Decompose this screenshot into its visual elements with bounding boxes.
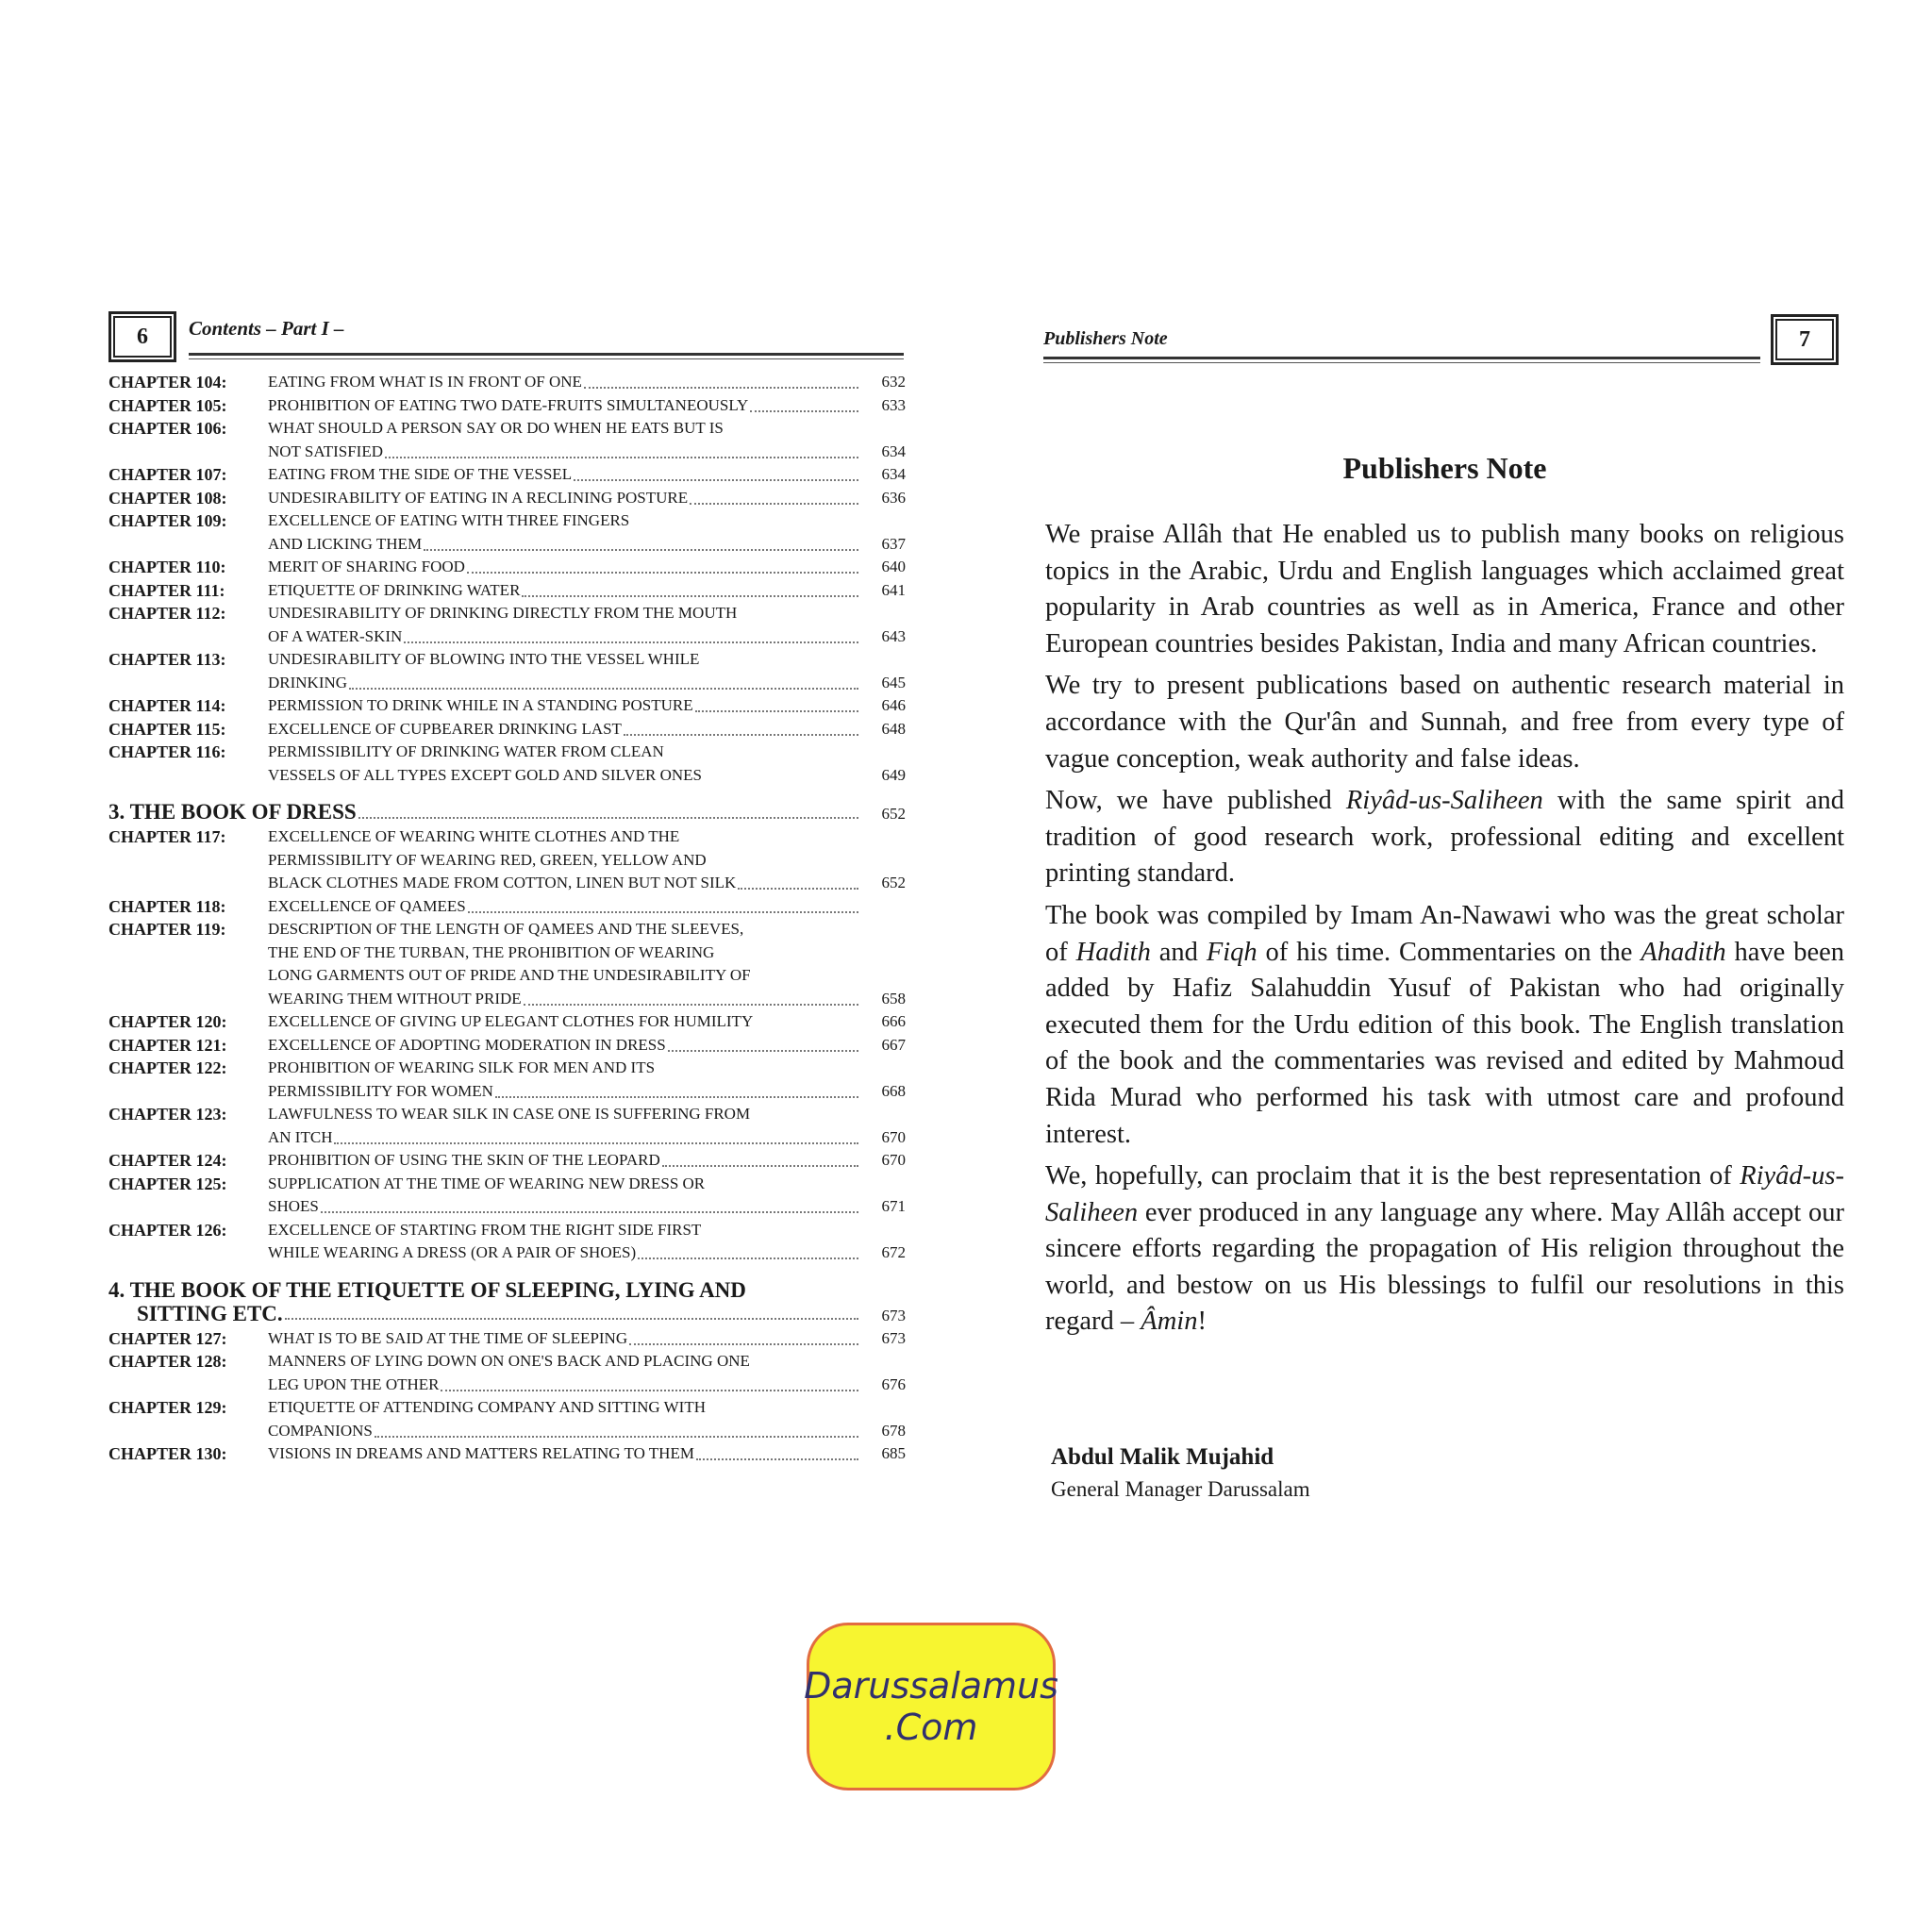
toc-entry [108, 487, 906, 510]
chapter-title-text: UNDESIRABILITY OF DRINKING DIRECTLY FROM THE MOUTH [268, 604, 738, 622]
dot-leader [334, 1142, 858, 1144]
toc-entry [108, 1350, 906, 1396]
dot-leader [404, 641, 858, 643]
book-heading-text: 3. THE BOOK OF DRESS [108, 800, 357, 824]
chapter-label: CHAPTER 128: [108, 1352, 227, 1371]
paragraph [1045, 783, 1844, 892]
chapter-title-line [268, 1219, 906, 1242]
page-ref: 667 [881, 1035, 906, 1054]
chapter-title-line [268, 825, 906, 849]
text-run: The book was compiled by Imam An-Nawawi who was the great scholar of [1045, 900, 1844, 967]
chapter-title-text: SHOES [268, 1197, 319, 1215]
italic-term: Âmin [1141, 1307, 1198, 1337]
toc-entry [108, 509, 906, 556]
chapter-title-line [268, 441, 906, 464]
chapter-title-text: VESSELS OF ALL TYPES EXCEPT GOLD AND SILVER ONES [268, 765, 703, 784]
chapter-title-text: PERMISSIBILITY OF WEARING RED, GREEN, YELLOW AND [268, 850, 707, 869]
text-run: We try to present publications based on authentic research material in accordance with the Qur'ân and Sunnah, and free from every type of vague conception, weak authority and false ideas. [1045, 671, 1844, 774]
chapter-title-text: PROHIBITION OF WEARING SILK FOR MEN AND ITS [268, 1058, 656, 1076]
chapter-title [268, 417, 906, 463]
book-heading [108, 1278, 906, 1325]
page-ref: 671 [881, 1197, 906, 1215]
chapter-title-line [268, 1350, 906, 1374]
toc-entry [108, 1327, 906, 1351]
chapter-title-line [268, 1149, 906, 1173]
chapter-title [268, 1327, 906, 1351]
chapter-title-line [268, 1057, 906, 1080]
chapter-title-text: LAWFULNESS TO WEAR SILK IN CASE ONE IS SUFFERING FROM [268, 1105, 751, 1123]
chapter-title-text: LEG UPON THE OTHER [268, 1374, 440, 1393]
toc-entry [108, 825, 906, 895]
chapter-title-line [268, 964, 906, 988]
text-run: and [1150, 937, 1207, 967]
page-ref: 649 [881, 765, 906, 784]
chapter-label: CHAPTER 125: [108, 1174, 227, 1193]
dot-leader [467, 572, 858, 574]
text-run: with the same spirit and tradition of good research work, professional editing and excellent printing standard. [1045, 786, 1845, 889]
chapter-title-text: COMPANIONS [268, 1421, 373, 1440]
page-ref: 673 [881, 1328, 906, 1347]
text-run: We praise Allâh that He enabled us to publish many books on religious topics in the Arabic, Urdu and English languages which acclaimed great popularity in Arab countries as well as in America, France and other European countries besides Pakistan, India and many African countries. [1045, 520, 1844, 658]
toc-entry [108, 918, 906, 1010]
signature-role: General Manager Darussalam [1051, 1477, 1310, 1501]
dot-leader [375, 1436, 858, 1438]
text-run: ! [1197, 1307, 1207, 1337]
dot-leader [441, 1390, 858, 1391]
watermark-logo [804, 1623, 1058, 1790]
dot-leader [358, 817, 858, 819]
chapter-title-line [268, 918, 906, 941]
page-number-box-right [1771, 314, 1839, 365]
chapter-title-line [268, 1034, 906, 1058]
chapter-title-line [268, 556, 906, 579]
chapter-title [268, 1010, 906, 1034]
text-run: of his time. Commentaries on the [1257, 937, 1641, 967]
page-ref: 672 [881, 1243, 906, 1261]
toc-entry [108, 1173, 906, 1219]
chapter-title-text: EXCELLENCE OF GIVING UP ELEGANT CLOTHES FOR HUMILITY [268, 1012, 754, 1030]
chapter-title-line [268, 533, 906, 557]
chapter-label: CHAPTER 116: [108, 742, 226, 761]
toc-entry [108, 579, 906, 603]
toc-entry [108, 1103, 906, 1149]
chapter-title-line [268, 1126, 906, 1150]
publishers-note-body [1045, 517, 1844, 1346]
chapter-title-text: ETIQUETTE OF DRINKING WATER [268, 580, 521, 599]
header-rule-right [1043, 357, 1760, 363]
chapter-title-line [268, 417, 906, 441]
dot-leader [750, 410, 858, 412]
chapter-title-line [268, 1173, 906, 1196]
chapter-title-line [268, 1241, 906, 1265]
dot-leader [738, 888, 858, 890]
chapter-label: CHAPTER 107: [108, 465, 227, 484]
paragraph [1045, 898, 1844, 1153]
page-ref: 636 [881, 488, 906, 507]
paragraph [1045, 517, 1844, 662]
chapter-title-text: EXCELLENCE OF WEARING WHITE CLOTHES AND THE [268, 827, 680, 845]
chapter-title [268, 1057, 906, 1103]
toc-entry [108, 741, 906, 787]
toc-entry [108, 1442, 906, 1466]
chapter-title-line [268, 394, 906, 418]
chapter-title-line [268, 602, 906, 625]
dot-leader [321, 1211, 858, 1213]
chapter-title-text: PERMISSIBILITY FOR WOMEN [268, 1081, 493, 1100]
italic-term: Riyâd-us-Saliheen [1345, 786, 1543, 816]
chapter-title-text: WHAT SHOULD A PERSON SAY OR DO WHEN HE EATS BUT IS [268, 419, 724, 437]
chapter-title [268, 1350, 906, 1396]
book-heading [108, 800, 906, 824]
page-ref: 648 [881, 719, 906, 738]
chapter-label: CHAPTER 106: [108, 419, 227, 438]
dot-leader [349, 688, 858, 690]
chapter-title-text: MERIT OF SHARING FOOD [268, 558, 465, 575]
dot-leader [574, 479, 858, 481]
chapter-title-line [268, 872, 906, 895]
dot-leader [468, 911, 858, 913]
chapter-label: CHAPTER 120: [108, 1012, 227, 1031]
chapter-title [268, 579, 906, 603]
chapter-title [268, 487, 906, 510]
dot-leader [584, 387, 858, 389]
page-ref: 646 [881, 696, 906, 714]
page-ref: 685 [881, 1444, 906, 1462]
chapter-label: CHAPTER 127: [108, 1328, 227, 1348]
chapter-title [268, 895, 906, 919]
toc-entry [108, 1396, 906, 1442]
chapter-title-text: EXCELLENCE OF CUPBEARER DRINKING LAST [268, 719, 622, 738]
chapter-title [268, 463, 906, 487]
dot-leader [495, 1096, 858, 1098]
book-heading-line [108, 1278, 906, 1302]
toc-entry [108, 1149, 906, 1173]
signature-name: Abdul Malik Mujahid [1051, 1444, 1274, 1470]
signature-block [1051, 1441, 1310, 1505]
chapter-title-text: ETIQUETTE OF ATTENDING COMPANY AND SITTING WITH [268, 1398, 707, 1416]
page-ref: 645 [881, 673, 906, 691]
chapter-title-text: THE END OF THE TURBAN, THE PROHIBITION OF WEARING [268, 942, 715, 961]
toc-entry [108, 1057, 906, 1103]
chapter-title-text: LONG GARMENTS OUT OF PRIDE AND THE UNDESIRABILITY OF [268, 966, 751, 984]
book-heading-text: SITTING ETC. [137, 1301, 283, 1325]
chapter-label: CHAPTER 129: [108, 1398, 227, 1417]
chapter-title-line [268, 1080, 906, 1104]
chapter-label: CHAPTER 119: [108, 920, 226, 939]
chapter-label: CHAPTER 122: [108, 1058, 227, 1077]
toc-entry [108, 394, 906, 418]
chapter-title-line [268, 718, 906, 741]
chapter-label: CHAPTER 109: [108, 511, 227, 530]
chapter-title-line [268, 625, 906, 649]
page-number: 7 [1799, 326, 1810, 352]
chapter-title-text: EXCELLENCE OF QAMEES [268, 896, 466, 915]
paragraph [1045, 1158, 1844, 1341]
page-ref: 641 [881, 580, 906, 599]
chapter-title-text: OF A WATER-SKIN [268, 626, 403, 645]
toc-entry [108, 1219, 906, 1265]
chapter-title-text: AND LICKING THEM [268, 534, 423, 553]
chapter-title [268, 556, 906, 579]
chapter-title-line [268, 463, 906, 487]
dot-leader [662, 1165, 858, 1167]
running-head-right: Publishers Note [1043, 328, 1168, 349]
page-ref: 634 [881, 465, 906, 483]
chapter-title [268, 718, 906, 741]
chapter-label: CHAPTER 117: [108, 827, 226, 846]
toc-entry [108, 1010, 906, 1034]
chapter-title [268, 918, 906, 1010]
chapter-title-line [268, 941, 906, 965]
chapter-title-text: BLACK CLOTHES MADE FROM COTTON, LINEN BUT NOT SILK [268, 874, 737, 891]
chapter-title-line [268, 1010, 906, 1034]
dot-leader [696, 1458, 858, 1460]
toc-entry [108, 602, 906, 648]
page-number-box-left [108, 311, 176, 362]
dot-leader [629, 1343, 858, 1345]
page-ref: 658 [881, 989, 906, 1008]
chapter-title-text: MANNERS OF LYING DOWN ON ONE'S BACK AND PLACING ONE [268, 1352, 750, 1370]
toc-entry [108, 417, 906, 463]
page-ref: 670 [881, 1127, 906, 1146]
toc-entry [108, 895, 906, 919]
dot-leader [638, 1257, 858, 1259]
chapter-title-text: WHAT IS TO BE SAID AT THE TIME OF SLEEPING [268, 1328, 628, 1347]
italic-term: Riyâd-us-Saliheen [1045, 1161, 1844, 1227]
chapter-label: CHAPTER 112: [108, 604, 226, 623]
chapter-label: CHAPTER 105: [108, 395, 227, 415]
chapter-label: CHAPTER 108: [108, 488, 227, 508]
chapter-title [268, 1442, 906, 1466]
chapter-title-line [268, 1374, 906, 1397]
dot-leader [424, 549, 858, 551]
dot-leader [524, 1004, 858, 1006]
toc-entry [108, 371, 906, 394]
chapter-title-text: SUPPLICATION AT THE TIME OF WEARING NEW DRESS OR [268, 1174, 706, 1192]
book-heading-line [108, 1302, 906, 1325]
dot-leader [385, 457, 858, 458]
toc-entry [108, 648, 906, 694]
chapter-label: CHAPTER 123: [108, 1105, 227, 1124]
page-ref: 637 [881, 534, 906, 553]
page-ref: 670 [881, 1151, 906, 1169]
chapter-title-line [268, 1442, 906, 1466]
dot-leader [695, 710, 858, 712]
chapter-title [268, 694, 906, 718]
chapter-label: CHAPTER 113: [108, 650, 226, 669]
table-of-contents [108, 371, 906, 1466]
chapter-label: CHAPTER 121: [108, 1035, 227, 1055]
chapter-title-text: EATING FROM THE SIDE OF THE VESSEL [268, 465, 573, 483]
chapter-title [268, 1034, 906, 1058]
chapter-label: CHAPTER 104: [108, 373, 227, 391]
page-number: 6 [137, 324, 148, 349]
page-ref: 673 [881, 1306, 906, 1324]
chapter-title-text: UNDESIRABILITY OF BLOWING INTO THE VESSEL WHILE [268, 650, 700, 668]
chapter-title-line [268, 741, 906, 764]
chapter-title-line [268, 694, 906, 718]
chapter-title-line [268, 672, 906, 695]
italic-term: Fiqh [1206, 937, 1257, 967]
paragraph [1045, 668, 1844, 777]
chapter-title [268, 1219, 906, 1265]
toc-entry [108, 718, 906, 741]
page-ref: 632 [881, 373, 906, 391]
chapter-title-line [268, 1396, 906, 1420]
dot-leader [285, 1318, 858, 1320]
chapter-title [268, 1173, 906, 1219]
chapter-title-text: NOT SATISFIED [268, 441, 384, 460]
chapter-title-text: EATING FROM WHAT IS IN FRONT OF ONE [268, 373, 582, 391]
text-run: have been added by Hafiz Salahuddin Yusuf of Pakistan who had originally executed them for the Urdu edition of this book. The English translation of the book and the commentaries was revised and edited by Mahmoud Rida Murad who performed his task with utmost care and profound interest. [1045, 937, 1844, 1149]
page-ref: 633 [881, 395, 906, 414]
chapter-label: CHAPTER 110: [108, 558, 226, 576]
page-ref: 652 [881, 805, 906, 823]
toc-entry [108, 463, 906, 487]
chapter-title-line [268, 648, 906, 672]
page-ref: 668 [881, 1081, 906, 1100]
chapter-title-text: PROHIBITION OF USING THE SKIN OF THE LEOPARD [268, 1151, 660, 1169]
chapter-title-text: VISIONS IN DREAMS AND MATTERS RELATING TO THEM [268, 1444, 694, 1462]
dot-leader [690, 503, 858, 505]
chapter-title [268, 371, 906, 394]
page-ref: 640 [881, 558, 906, 575]
chapter-title-text: WEARING THEM WITHOUT PRIDE [268, 989, 522, 1008]
chapter-label: CHAPTER 126: [108, 1220, 227, 1240]
chapter-label: CHAPTER 111: [108, 580, 225, 600]
page-ref: 678 [881, 1421, 906, 1440]
chapter-title [268, 1103, 906, 1149]
chapter-title [268, 825, 906, 895]
chapter-title-line [268, 579, 906, 603]
italic-term: Hadith [1075, 937, 1151, 967]
chapter-label: CHAPTER 130: [108, 1444, 227, 1463]
chapter-label: CHAPTER 118: [108, 896, 226, 916]
dot-leader [668, 1050, 858, 1052]
chapter-label: CHAPTER 114: [108, 696, 226, 715]
chapter-title-text: EXCELLENCE OF STARTING FROM THE RIGHT SIDE FIRST [268, 1220, 702, 1239]
section-title: Publishers Note [1342, 451, 1547, 485]
page-ref: 676 [881, 1374, 906, 1393]
chapter-label: CHAPTER 124: [108, 1151, 227, 1170]
chapter-title-text: DESCRIPTION OF THE LENGTH OF QAMEES AND THE SLEEVES, [268, 920, 744, 938]
chapter-title [268, 1149, 906, 1173]
chapter-title-text: PERMISSIBILITY OF DRINKING WATER FROM CLEAN [268, 742, 664, 760]
chapter-title-line [268, 764, 906, 788]
chapter-title-text: DRINKING [268, 673, 348, 691]
watermark-line2: .Com [884, 1707, 978, 1748]
chapter-title-line [268, 1103, 906, 1126]
header-rule-left [189, 353, 904, 359]
chapter-title [268, 741, 906, 787]
text-run: Now, we have published [1045, 786, 1346, 816]
chapter-title-line [268, 371, 906, 394]
chapter-title [268, 602, 906, 648]
chapter-title-text: EXCELLENCE OF ADOPTING MODERATION IN DRESS [268, 1035, 666, 1054]
chapter-label: CHAPTER 115: [108, 719, 226, 739]
watermark-line1: Darussalamus [804, 1665, 1058, 1707]
chapter-title [268, 509, 906, 556]
toc-entry [108, 1034, 906, 1058]
page-ref: 666 [881, 1012, 906, 1030]
chapter-title-line [268, 1195, 906, 1219]
chapter-title [268, 1396, 906, 1442]
page-ref: 652 [881, 874, 906, 891]
chapter-title-line [268, 1420, 906, 1443]
running-head-left: Contents – Part I – [189, 317, 344, 340]
chapter-title-line [268, 895, 906, 919]
chapter-title-text: UNDESIRABILITY OF EATING IN A RECLINING POSTURE [268, 488, 689, 507]
text-run: ever produced in any language any where. May Allâh accept our sincere efforts regarding the propagation of His religion throughout the world, and bestow on us His blessings to fulfil our resolutions in this regard – [1045, 1197, 1844, 1337]
chapter-title-text: AN ITCH [268, 1127, 333, 1146]
text-run: We, hopefully, can proclaim that it is the best representation of [1045, 1161, 1740, 1191]
chapter-title [268, 648, 906, 694]
chapter-title-line [268, 1327, 906, 1351]
book-heading-line [108, 800, 906, 824]
dot-leader [624, 734, 858, 736]
chapter-title-line [268, 487, 906, 510]
book-heading-text: 4. THE BOOK OF THE ETIQUETTE OF SLEEPING, LYING AND [108, 1277, 746, 1302]
chapter-title-line [268, 849, 906, 873]
toc-entry [108, 694, 906, 718]
toc-entry [108, 556, 906, 579]
chapter-title-text: EXCELLENCE OF EATING WITH THREE FINGERS [268, 511, 630, 529]
chapter-title-line [268, 988, 906, 1011]
chapter-title-line [268, 509, 906, 533]
dot-leader [522, 595, 858, 597]
chapter-title-text: WHILE WEARING A DRESS (OR A PAIR OF SHOES) [268, 1243, 637, 1261]
chapter-title-text: PERMISSION TO DRINK WHILE IN A STANDING POSTURE [268, 696, 693, 714]
page-ref: 643 [881, 626, 906, 645]
page-ref: 634 [881, 441, 906, 460]
chapter-title-text: PROHIBITION OF EATING TWO DATE-FRUITS SIMULTANEOUSLY [268, 395, 749, 414]
italic-term: Ahadith [1641, 937, 1726, 967]
chapter-title [268, 394, 906, 418]
